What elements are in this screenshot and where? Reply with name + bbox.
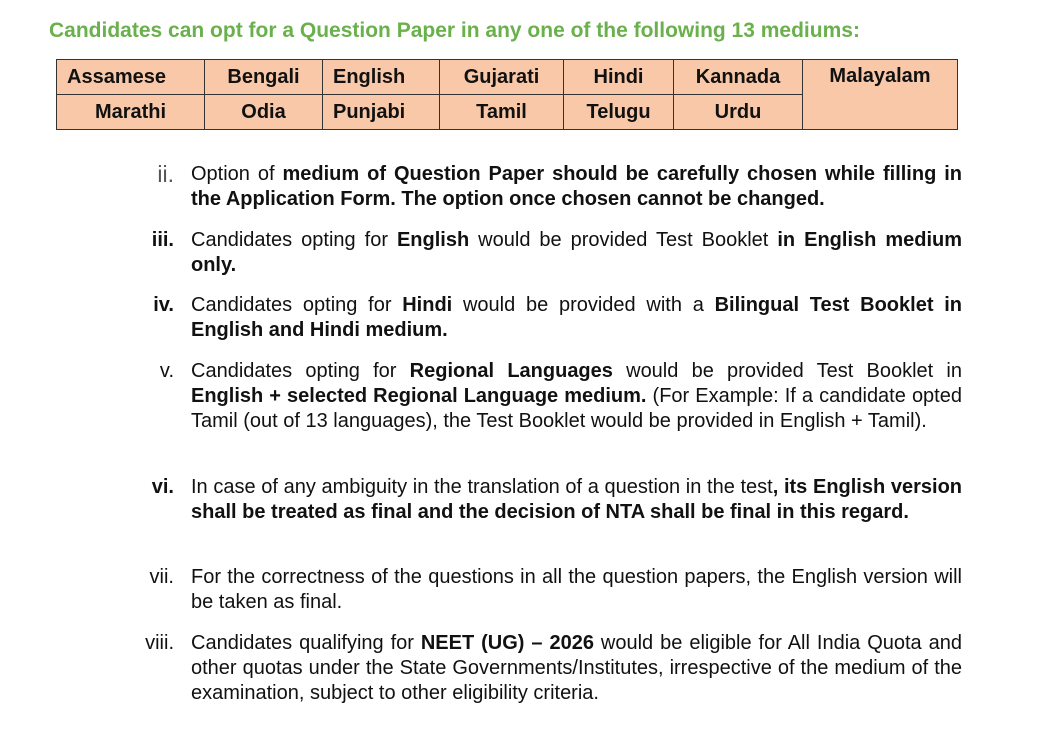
medium-cell: Telugu (564, 95, 674, 130)
text-segment: would be provided Test Booklet (469, 229, 778, 251)
item-text (191, 359, 962, 434)
medium-cell: Kannada (674, 60, 803, 95)
medium-cell: English (323, 60, 440, 95)
medium-cell: Assamese (57, 60, 205, 95)
medium-cell: Tamil (440, 95, 564, 130)
section-heading: Candidates can opt for a Question Paper in any one of the following 13 mediums: (49, 19, 860, 42)
text-segment: For the correctness of the questions in all the question papers, the English version will be taken as final. (191, 566, 962, 613)
text-segment-bold: Bilingual Test Booklet in English and Hindi medium. (191, 294, 962, 341)
medium-cell: Marathi (57, 95, 205, 130)
text-segment: Candidates opting for (191, 360, 410, 382)
table-row (57, 60, 958, 95)
item-text (191, 228, 962, 278)
text-segment: would be eligible for All India Quota and other quotas under the State Governments/Institutes, irrespective of the medium of the examination, subject to other eligibility criteria. (191, 632, 962, 704)
text-segment: Candidates qualifying for (191, 632, 421, 654)
text-segment-bold: NEET (UG) – 2026 (420, 632, 594, 654)
item-number: ii. (157, 161, 174, 187)
item-text (191, 631, 962, 706)
medium-cell: Odia (205, 95, 323, 130)
item-text (191, 565, 962, 615)
text-segment: would be provided with a (452, 294, 715, 316)
text-segment: Candidates opting for (191, 229, 397, 251)
item-text (191, 162, 962, 212)
text-segment: would be provided Test Booklet in (612, 360, 962, 382)
text-segment: In case of any ambiguity in the translation of a question in the test (191, 476, 773, 498)
item-text (191, 293, 962, 343)
text-segment-bold: medium of Question Paper should be carefully chosen while filling in the Application Form. The option once chosen cannot be changed. (191, 163, 963, 210)
text-segment-bold: Hindi (402, 294, 453, 316)
medium-cell: Hindi (564, 60, 674, 95)
medium-cell: Gujarati (440, 60, 564, 95)
item-text (191, 475, 962, 525)
item-number: v. (159, 360, 174, 382)
medium-cell: Urdu (674, 95, 803, 130)
medium-cell: Bengali (205, 60, 323, 95)
text-segment: Option of (191, 163, 283, 185)
text-segment-bold: English + selected Regional Language medium. (191, 385, 647, 407)
text-segment: (For Example: If a candidate opted Tamil (out of 13 languages), the Test Booklet would be provided in English + Tamil). (191, 385, 962, 432)
item-number: vii. (149, 566, 174, 588)
item-number: vi. (151, 476, 174, 498)
medium-cell: Punjabi (323, 95, 440, 130)
item-number: iii. (151, 229, 174, 251)
text-segment-bold: English (396, 229, 470, 251)
mediums-table (56, 59, 958, 130)
medium-cell: Malayalam (803, 60, 958, 130)
text-segment-bold: in English medium only. (191, 229, 963, 276)
text-segment-bold: , its English version shall be treated as final and the decision of NTA shall be final in this regard. (191, 476, 963, 523)
item-number: viii. (145, 632, 174, 654)
text-segment: Candidates opting for (191, 294, 403, 316)
text-segment-bold: Regional Languages (409, 360, 613, 382)
item-number: iv. (153, 294, 174, 316)
